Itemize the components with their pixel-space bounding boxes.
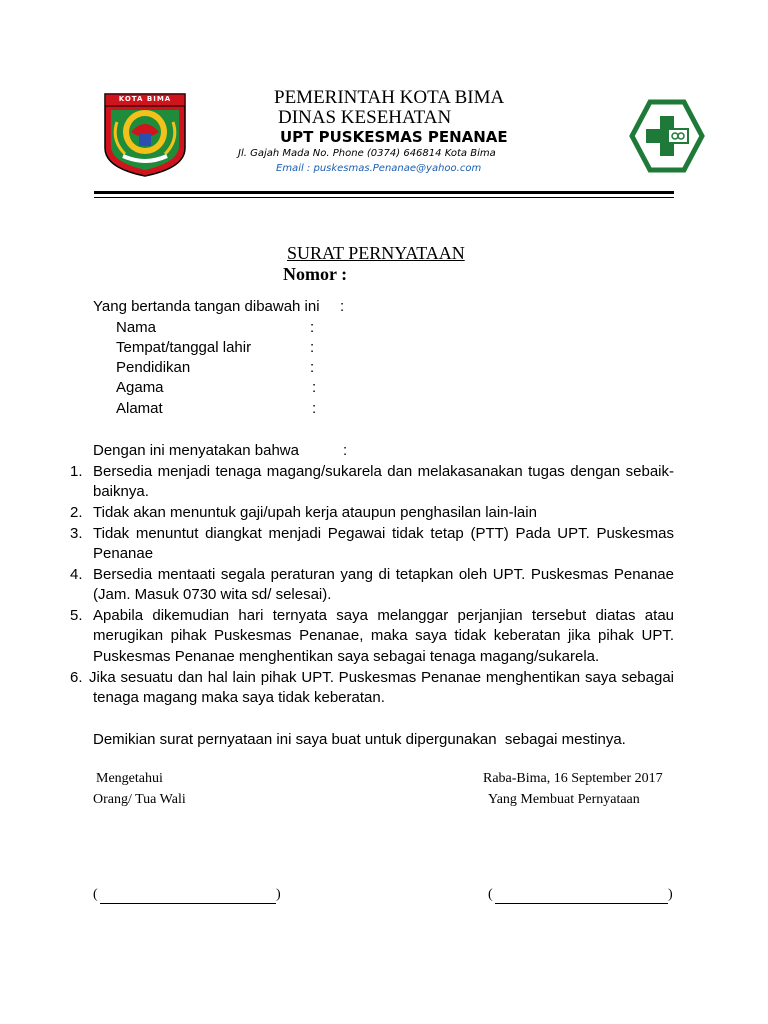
kota-bima-logo (103, 92, 187, 178)
field-label-alamat: Alamat (116, 400, 163, 417)
item-text-line: baiknya. (93, 483, 149, 500)
document-title: SURAT PERNYATAAN (287, 243, 465, 263)
field-colon-pendidikan: : (310, 359, 315, 376)
identity-intro: Yang bertanda tangan dibawah ini (93, 298, 320, 315)
field-label-agama: Agama (116, 379, 164, 396)
sig-left-line (100, 903, 276, 904)
field-label-nama: Nama (116, 319, 157, 336)
email-line: Email : puskesmas.Penanae@yahoo.com (276, 163, 482, 174)
item-number: 2. (70, 504, 83, 521)
closing-sentence: Demikian surat pernyataan ini saya buat untuk dipergunakan sebagai mestinya. (93, 731, 626, 748)
field-colon-agama: : (312, 379, 317, 396)
unit-line: UPT PUSKESMAS PENANAE (280, 128, 508, 146)
dept-line: DINAS KESEHATAN (278, 107, 452, 128)
sig-left-open-paren: ( (93, 887, 98, 902)
sig-right-line (495, 903, 668, 904)
item-text-line: Bersedia menjadi tenaga magang/sukarela dan melakasanakan tugas dengan sebaik- (93, 463, 674, 480)
document-number: Nomor : (283, 264, 348, 284)
header-divider-thin (94, 197, 674, 198)
sig-left-line2: Orang/ Tua Wali (93, 792, 186, 807)
item-number: 4. (70, 566, 83, 583)
field-colon-nama: : (310, 319, 315, 336)
item-number: 5. (70, 607, 83, 624)
item-text-line: Penanae (93, 545, 154, 562)
item-text-line: Apabila dikemudian hari ternyata saya melanggar perjanjian tersebut diatas atau (93, 607, 674, 624)
sig-left-close-paren: ) (276, 887, 281, 902)
puskesmas-cross-icon (628, 98, 706, 174)
header-divider-thick (94, 191, 674, 194)
address-line: Jl. Gajah Mada No. Phone (0374) 646814 Kota Bima (238, 148, 496, 159)
field-label-pendidikan: Pendidikan (116, 359, 191, 376)
statement-intro-colon: : (343, 442, 348, 459)
gov-line: PEMERINTAH KOTA BIMA (274, 87, 505, 108)
item-number: 6. (70, 669, 83, 686)
sig-right-close-paren: ) (668, 887, 673, 902)
logo-label: KOTA BIMA (118, 95, 172, 103)
item-text-line: (Jam. Masuk 0730 wita sd/ selesai). (93, 586, 332, 603)
sig-right-line2: Yang Membuat Pernyataan (488, 792, 640, 807)
item-text-line: Tidak menuntut diangkat menjadi Pegawai tidak tetap (PTT) Pada UPT. Puskesmas (93, 525, 674, 542)
field-colon-alamat: : (312, 400, 317, 417)
sig-left-line1: Mengetahui (96, 771, 163, 786)
item-text-line: Puskesmas Penanae menghentikan saya sebagai tenaga magang/sukarela. (93, 648, 600, 665)
item-text-line: Jika sesuatu dan hal lain pihak UPT. Puskesmas Penanae menghentikan saya sebagai (89, 669, 674, 686)
item-number: 3. (70, 525, 83, 542)
item-text-line: Tidak akan menuntuk gaji/upah kerja ataupun penghasilan lain-lain (93, 504, 537, 521)
item-number: 1. (70, 463, 83, 480)
item-text-line: tenaga magang maka saya tidak keberatan. (93, 689, 385, 706)
identity-intro-colon: : (340, 298, 345, 315)
field-label-ttl: Tempat/tanggal lahir (116, 339, 252, 356)
item-text-line: merugikan pihak Puskesmas Penanae, maka saya tidak keberatan jika pihak UPT. (93, 627, 674, 644)
sig-right-open-paren: ( (488, 887, 493, 902)
item-text-line: Bersedia mentaati segala peraturan yang di tetapkan oleh UPT. Puskesmas Penanae (93, 566, 674, 583)
sig-right-line1: Raba-Bima, 16 September 2017 (483, 771, 663, 786)
statement-intro: Dengan ini menyatakan bahwa (93, 442, 299, 459)
puskesmas-logo (628, 98, 706, 174)
field-colon-ttl: : (310, 339, 315, 356)
